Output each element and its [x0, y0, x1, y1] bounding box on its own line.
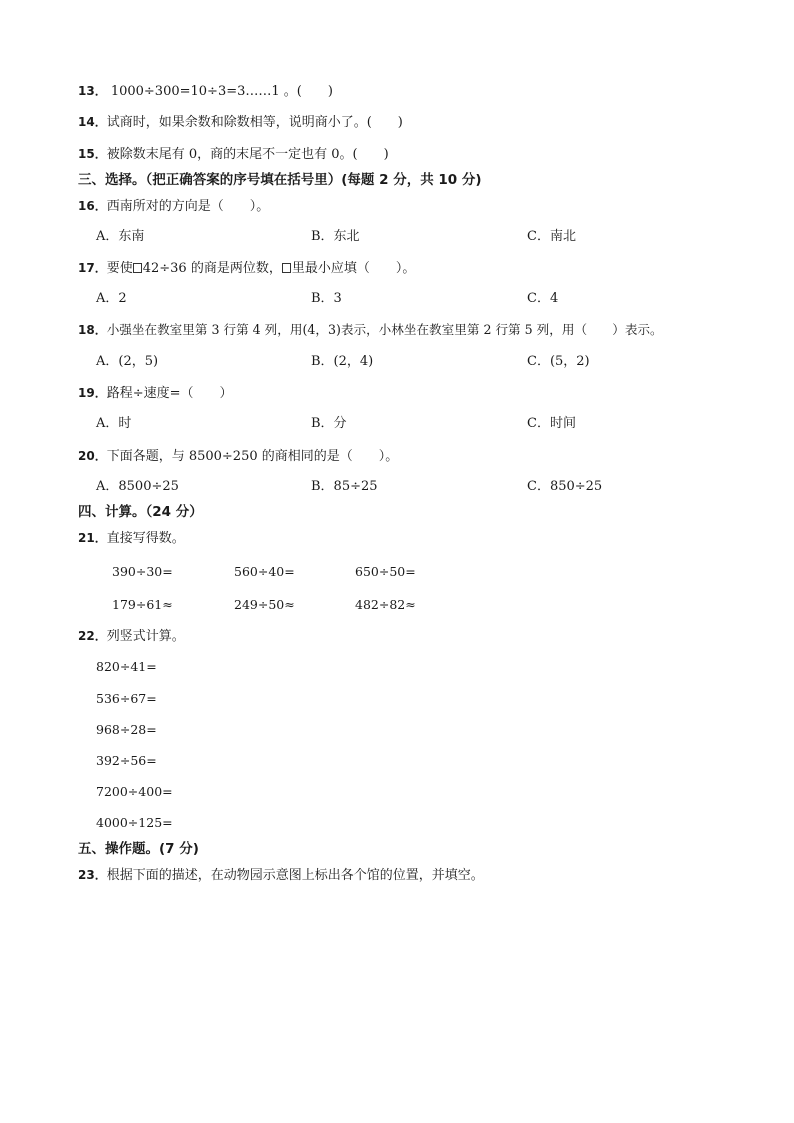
- option-a: A．东南: [96, 229, 145, 244]
- question-17: [78, 259, 415, 278]
- option-a: A．2: [96, 291, 127, 306]
- question-text: 试商时，如果余数和除数相等，说明商小了。( ): [106, 115, 403, 130]
- question-number: 19．: [78, 386, 107, 400]
- option-b: B．分: [311, 416, 347, 431]
- question-text: 根据下面的描述，在动物园示意图上标出各个馆的位置，并填空。: [106, 868, 484, 883]
- question-18: [78, 321, 663, 339]
- question-22: [78, 627, 185, 646]
- question-15: [78, 145, 389, 164]
- option-a: A．时: [96, 416, 132, 431]
- option-b: B．(2，4): [311, 354, 374, 369]
- vertical-calc-item: 7200÷400=: [96, 784, 173, 799]
- question-16: [78, 197, 269, 216]
- blank-box-icon: [282, 263, 291, 273]
- question-number: 18．: [78, 323, 107, 337]
- calc-item: 390÷30=: [112, 564, 173, 579]
- question-text: 小强坐在教室里第 3 行第 4 列，用(4，3)表示，小林坐在教室里第 2 行第 5 列，用（ ）表示。: [106, 322, 663, 337]
- calc-item: 249÷50≈: [234, 597, 295, 612]
- question-number: 13．: [78, 84, 107, 98]
- question-number: 22．: [78, 629, 107, 643]
- vertical-calc-item: 392÷56=: [96, 753, 157, 768]
- question-number: 23．: [78, 868, 107, 882]
- option-a: A．8500÷25: [96, 479, 179, 494]
- question-number: 21．: [78, 531, 107, 545]
- calc-item: 650÷50=: [355, 564, 416, 579]
- question-number: 16．: [78, 199, 107, 213]
- question-13: [78, 82, 333, 101]
- calc-item: 179÷61≈: [112, 597, 173, 612]
- question-19: [78, 384, 233, 403]
- option-a: A．(2，5): [96, 354, 159, 369]
- question-text-pre: 要使: [106, 261, 133, 276]
- option-b: B．东北: [311, 229, 360, 244]
- question-number: 15．: [78, 147, 107, 161]
- vertical-calc-item: 820÷41=: [96, 659, 157, 674]
- question-number: 17．: [78, 261, 107, 275]
- option-c: C．南北: [527, 229, 576, 244]
- option-c: C．时间: [527, 416, 576, 431]
- question-20: [78, 447, 398, 466]
- question-text-post: 42÷36 的商是两位数，: [142, 261, 282, 276]
- option-c: C．850÷25: [527, 479, 603, 494]
- calc-item: 482÷82≈: [355, 597, 416, 612]
- vertical-calc-item: 4000÷125=: [96, 815, 173, 830]
- section-3-title: 三、选择。（把正确答案的序号填在括号里）(每题 2 分，共 10 分): [78, 172, 482, 188]
- question-number: 20．: [78, 449, 107, 463]
- question-21: [78, 529, 185, 548]
- question-text-post2: 里最小应填（ ）。: [291, 261, 416, 276]
- section-4-title: 四、计算。（24 分）: [78, 504, 203, 520]
- question-text: 列竖式计算。: [106, 629, 185, 644]
- question-23: [78, 866, 484, 885]
- calc-item: 560÷40=: [234, 564, 295, 579]
- section-5-title: 五、操作题。(7 分): [78, 841, 199, 857]
- question-text: 1000÷300=10÷3=3……1 。( ): [106, 84, 333, 99]
- question-14: [78, 113, 403, 132]
- blank-box-icon: [133, 263, 142, 273]
- question-text: 西南所对的方向是（ ）。: [106, 199, 270, 214]
- question-number: 14．: [78, 115, 107, 129]
- option-b: B．3: [311, 291, 342, 306]
- vertical-calc-item: 536÷67=: [96, 691, 157, 706]
- question-text: 被除数末尾有 0，商的末尾不一定也有 0。( ): [106, 147, 389, 162]
- question-text: 下面各题，与 8500÷250 的商相同的是（ ）。: [106, 449, 399, 464]
- option-c: C．(5，2): [527, 354, 590, 369]
- question-text: 直接写得数。: [106, 531, 185, 546]
- vertical-calc-item: 968÷28=: [96, 722, 157, 737]
- option-b: B．85÷25: [311, 479, 378, 494]
- option-c: C．4: [527, 291, 559, 306]
- question-text: 路程÷速度=（ ）: [106, 386, 233, 401]
